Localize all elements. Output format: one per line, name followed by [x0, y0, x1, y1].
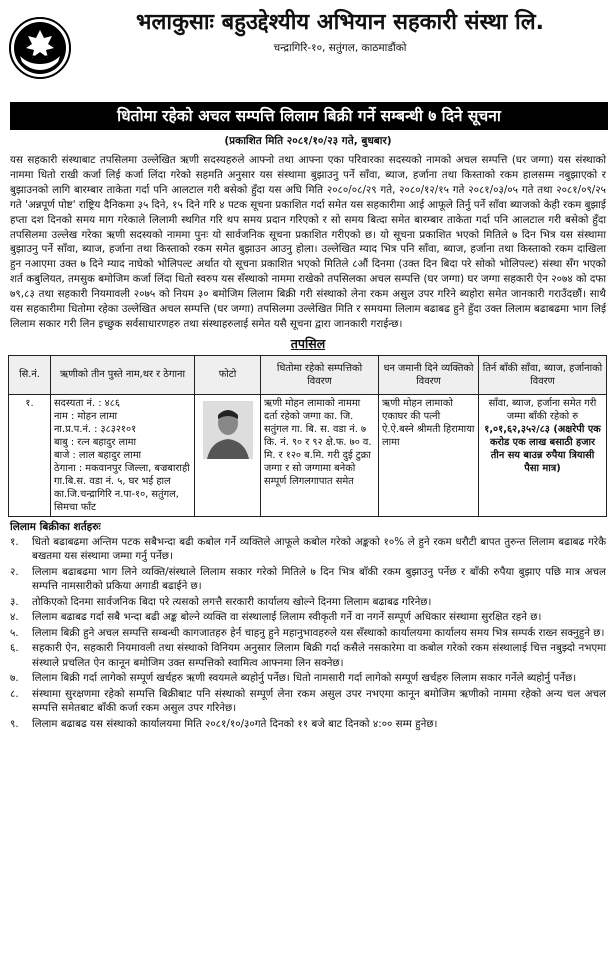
- condition-text: सहकारी ऐन, सहकारी नियमावली तथा संस्थाको विनियम अनुसार लिलाम बिक्री गर्दा कसैले नसकारेमा वा कबोल गरेको रकम संस्थालाई चित्त नबुझ्दो नभएमा संस्थाले प्रचलित ऐन कानून बमोजिम उक्त सम्पत्तिको स्वामित्व आफ्नमा लिन सक्नेछ।: [32, 642, 606, 669]
- conditions-title: लिलाम बिक्रीका शर्तहरुः: [10, 520, 101, 533]
- org-address: चन्द्रागिरि-१०, सतुंगल, काठमाडौंको: [273, 42, 407, 54]
- cell-guarantor: ऋणी मोहन लामाको एकाघर की पत्नी ऐ.ऐ.बस्ने श्रीमती हिरामाया लामा: [379, 394, 479, 516]
- published-date: (प्रकाशित मिति २०८१/१०/२३ गते, बुधबार): [224, 135, 392, 147]
- condition-text: लिलाम बिक्री हुने अचल सम्पत्ति सम्बन्धी कागजातहरु हेर्न चाहनु हुने महानुभावहरुले यस सँस्थाको कार्यालयमा कार्यालय समय भित्र सम्पर्क राख्न सक्नुहुने छ।: [32, 626, 605, 639]
- cell-dues: [479, 394, 607, 516]
- col-header-property: धितोमा रहेको सम्पत्तिको विवरण: [261, 355, 379, 394]
- col-header-dues: तिर्न बाँकी साँवा, ब्याज, हर्जानाको विवरण: [479, 355, 607, 394]
- condition-text: लिलाम बढाबढमा भाग लिने व्यक्ति/संस्थाले लिलाम सकार गरेको मितिले ७ दिन भित्र बाँकी रकम बुझाउनु पर्नेछ र बाँकी रुपैया बुझाए पछि मात्र अचल सम्पत्ति नामसारीको प्रकिया अगाडी बढाईने छ।: [32, 565, 606, 593]
- list-item: [10, 535, 606, 564]
- condition-text: संस्थामा सुरक्षणमा रहेको सम्पत्ति बिक्रीबाट पनि संस्थाको सम्पूर्ण लेना रकम असुल उपर नभएमा कानून बमोजिम ऋणीको नाममा रहेको अन्य चल अचल सम्पत्ति समेतबाट बाँकी कर्जा रकम असुल उपर गरिनेछ।: [32, 687, 606, 715]
- col-header-photo: फोटो: [195, 355, 261, 394]
- list-item: [10, 717, 606, 732]
- condition-text: धितो बढाबढमा अन्तिम पटक सबैभन्दा बढी कबोल गर्ने व्यक्तिले आफूले कबोल गरेको अङ्कको १०% ले हुने रकम धरौटी बापत तुरुन्त लिलाम बढाबढ गरेकै बखतमा यस संस्थामा जम्मा गर्नु पर्नेछ।: [32, 535, 606, 563]
- header-text: [72, 6, 608, 56]
- dues-intro: साँवा, ब्याज, हर्जाना समेत गरी जम्मा बाँकी रहेको रु: [488, 397, 597, 422]
- list-item: [10, 671, 606, 686]
- schedule-title: तपसिल: [290, 335, 326, 351]
- condition-text: लिलाम बिक्री गर्दा लागेको सम्पूर्ण खर्चहरु ऋणी स्वयमले ब्यहोर्नु पर्नेछ। धितो नामसारी गर्दा लागेको सम्पूर्ण खर्चहरु लिलाम सकार गर्नेले ब्यहोर्नु पर्नेछ।: [32, 672, 577, 685]
- condition-number: २.: [10, 565, 19, 578]
- condition-text: तोकिएको दिनमा सार्वजनिक बिदा परे त्यसको लगत्तै सरकारी कार्यालय खोल्ने दिनमा लिलाम बढाबढ गरिनेछ।: [32, 595, 432, 608]
- condition-number: ८.: [10, 687, 19, 700]
- condition-number: ५.: [10, 626, 19, 639]
- conditions-list: [10, 535, 606, 732]
- notice-body: यस सहकारी संस्थाबाट तपसिलमा उल्लेखित ऋणी सदस्यहरुले आफ्नो तथा आफ्ना एका परिवारका सदस्यको नामको अचल सम्पत्ति (घर जग्गा) यस संस्थाको नाममा धितो राखी कर्जा लिई कर्जा लिंदा गरेको सहमति अनुसार यस संस्थामा बुझाउनु पर्ने साँवा, ब्याज, हर्जाना तथा किस्ताको रकम हालसम्म नबुझाएको र बुझाउनको लागि बारम्बार ताकेता गर्दा पनि आलटाल गरी बसेको हुँदा यस अघि मिति २०८०/०८/२९ गते, २०८०/१२/१५ गते २०८१/०३/०५ गते तथा २०८१/०९/२५ गते 'अन्नपूर्ण पोष्ट' राष्ट्रिय दैनिकमा ३५ दिने, १५ दिने गरि ४ पटक सूचना प्रकाशित गर्दा समेत यस सहकारीमा आई आफूले तिर्नु पर्ने साँवा ब्याजको केही रकम बुझाई हप्ता दश दिनको समय माग गरेकाले लिलामी स्थगित गरि थप समय प्रदान गरिएको र सो समय बित्दा समेत बारम्बार ताकेता गर्दा पनि आलटाल गरी बसेको हुँदा तपसिलमा उल्लेख गरेका ऋणी सदस्यको नाममा पुनः यो सार्वजनिक सूचना प्रकाशित गरीएको छ। यो सूचना प्रकाशित भएको मितिले ७ दिन भित्र यस संस्थामा बुझाउनु पर्ने साँवा, ब्याज, हर्जाना तथा किस्ताको रकम समेत बुझाउन आउनु होला। उल्लेखित म्याद भित्र पनि साँवा, ब्याज, हर्जाना तथा किस्ताको रकम दाखिला हुन नआएमा उक्त ७ दिने म्याद नाघेको भोलिपल्ट अर्थात यो सूचना प्रकाशित भएको मितिले ८औं दिनमा (उक्त दिन बिदा परे सोको भोलिपल्ट) संस्था सँग भएको शर्त कबुलियत, तमसुक बमोजिम कर्जा लिंदा धितो स्वरुप यस सँस्थाको नाममा राखेको तपसिलका अचल सम्पत्ति (घर जग्गा) घर जग्गा सहकारी ऐन २०७४ को दफा ७९,८३ तथा सहकारी नियमावली २०७५ को नियम ३० बमोजिम लिलाम बिक्री गरी संस्थाको लेना रकम असुल उपर गरिने ब्यहोरा समेत जानकारी गराउँदछौं। साथै यस सहकारीमा धितोमा रहेका उल्लेखित अचल सम्पत्ति (घर जग्गा) तपसिलमा उल्लेखित मिति र समयमा लिलाम बढाबढ हुने हुँदा उक्त लिलाम बढाबढमा भाग लिई लिलाम सकार गरी लिन इच्छुक सर्वसाधारणहरु तथा संस्थाहरुलाई समेत यसै सूचना द्वारा जानकारी गराईन्छ।: [10, 154, 606, 330]
- condition-text: लिलाम बढाबढ गर्दा सबै भन्दा बढी अङ्क बोल्ने व्यक्ति वा संस्थालाई लिलाम स्वीकृती गर्ने वा नगर्ने सम्पूर्ण अधिकार संस्थामा सुरक्षित रहने छ।: [32, 611, 542, 624]
- list-item: [10, 687, 606, 716]
- condition-text: लिलाम बढाबढ यस संस्थाको कार्यालयमा मिति २०८१/१०/३०गते दिनको ११ बजे बाट दिनको ४:०० सम्म हुनेछ।: [32, 717, 438, 730]
- list-item: [10, 565, 606, 594]
- cooperative-hands-logo-icon: [8, 16, 72, 80]
- condition-number: १.: [10, 535, 19, 548]
- dues-amount: १,०१,६२,३५२/८३ (अक्षरेपी एक करोड एक लाख बसाठी हजार तीन सय बाउन्न रुपैया त्रियासी पैसा मात्र): [484, 423, 601, 474]
- condition-number: ६.: [10, 642, 19, 655]
- borrower-photo: [203, 401, 253, 459]
- col-header-guarantor: धन जमानी दिने व्यक्तिको विवरण: [379, 355, 479, 394]
- cell-sn: १.: [9, 394, 51, 516]
- org-name: भलाकुसाः बहुउद्देश्यीय अभियान सहकारी संस्था लि.: [135, 10, 544, 35]
- list-item: [10, 610, 606, 625]
- table-header-row: [9, 355, 607, 394]
- cell-property: ऋणी मोहन लामाको नाममा दर्ता रहेको जग्गा का. जि. सतुंगल गा. बि. स. वडा नं. ७ कि. नं. ९० र ९२ क्षे.फ. ७० व. मि. र १२० ब.मि. गरी दुई टुक्रा जग्गा र सो जग्गामा बनेको सम्पूर्ण लिगलगापात समेत: [261, 394, 379, 516]
- condition-number: ९.: [10, 717, 19, 730]
- condition-number: ७.: [10, 672, 19, 685]
- notice-title: धितोमा रहेको अचल सम्पत्ति लिलाम बिक्री गर्ने सम्बन्धी ७ दिने सूचना: [10, 102, 608, 130]
- header: [8, 6, 608, 98]
- list-item: [10, 641, 606, 670]
- condition-number: ३.: [10, 595, 19, 608]
- list-item: [10, 626, 606, 641]
- schedule-table: [8, 355, 607, 517]
- col-header-borrower: ऋणीको तीन पुस्ते नाम,थर र ठेगाना: [51, 355, 195, 394]
- col-header-sn: सि.नं.: [9, 355, 51, 394]
- condition-number: ४.: [10, 611, 19, 624]
- table-row: [9, 394, 607, 516]
- list-item: [10, 595, 606, 610]
- cell-photo: [195, 394, 261, 516]
- cell-borrower: सदस्यता नं. : ४८६ नाम : मोहन लामा ना.प्र.प.नं. : ३८३२१०१ बाबु : रत्न बहादुर लामा बाजे : लाल बहादुर लामा ठेगाना : मकवानपुर जिल्ला, बज्रबाराही गा.बि.स. वडा नं. ५, घर भई हाल का.जि.चन्द्रागिरि न.पा-१०, सतुंगल, सिमचा फाँट: [51, 394, 195, 516]
